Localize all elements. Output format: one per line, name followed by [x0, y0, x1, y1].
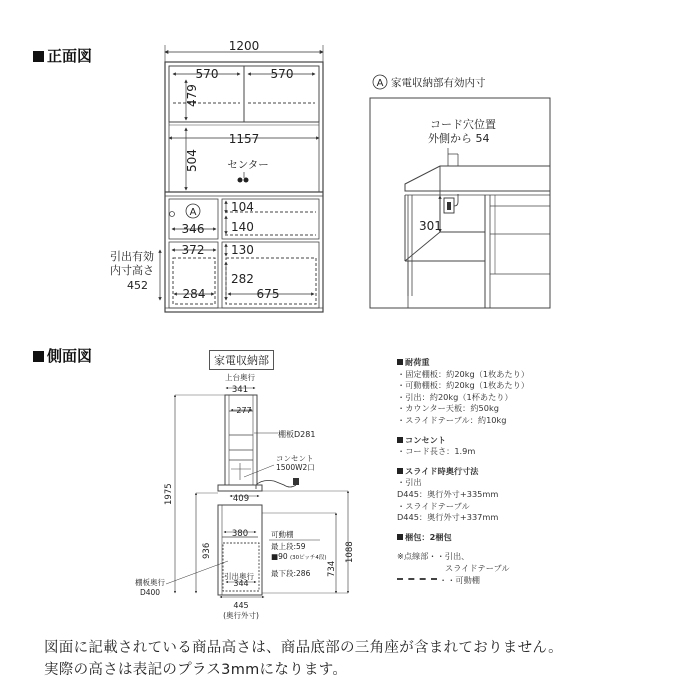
slide-heading: スライド時奥行寸法 — [397, 466, 529, 478]
dim-upper-right: 570 — [270, 67, 294, 81]
drawer-label-1: 引出有効 — [110, 250, 154, 263]
detail-a-drawing — [360, 66, 555, 316]
note-line-1: 図面に記載されている商品高さは、商品底部の三角座が含まれておりません。 — [44, 640, 563, 656]
note-line-2: 実際の高さは表記のプラス3mmになります。 — [44, 662, 348, 678]
dim-width-total: 1200 — [228, 39, 260, 53]
dim-277: 277 — [236, 406, 252, 415]
load-heading: 耐荷重 — [397, 357, 529, 369]
dim-mid-height: 504 — [185, 149, 199, 172]
dim-upper-height: 479 — [185, 84, 199, 107]
dim-734: 734 — [327, 560, 337, 577]
outlet-label-1: コンセント — [276, 454, 314, 463]
square-bullet-icon — [33, 351, 44, 362]
drawer-depth-label: 引出奥行 — [224, 572, 254, 581]
legend-line-3: ・・可動棚 — [397, 575, 529, 587]
load-item: ・固定棚板：約20kg（1枚あたり） — [397, 368, 530, 379]
outlet-label-2: 1500W2口 — [276, 463, 315, 472]
marker-a: A — [189, 207, 197, 218]
pack-heading: 梱包：2梱包 — [397, 532, 529, 544]
bottom-step-label: 最下段:286 — [271, 569, 311, 578]
dim-1975: 1975 — [164, 483, 174, 505]
dim-346: 346 — [181, 222, 205, 236]
dim-104: 104 — [231, 200, 254, 214]
dim-1088: 1088 — [345, 541, 355, 563]
load-item: ・カウンター天板：約50kg — [397, 403, 499, 414]
front-view-title: 正面図 — [33, 45, 92, 66]
dim-140: 140 — [231, 220, 254, 234]
load-item: ・スライドテーブル：約10kg — [397, 414, 507, 425]
outlet-heading: コンセント — [397, 435, 529, 447]
front-view-drawing — [0, 0, 700, 340]
cord-label-2: 外側から 54 — [428, 132, 490, 145]
dim-mid-width: 1157 — [228, 132, 260, 146]
dim-282: 282 — [231, 272, 254, 286]
slide-item: D445：奥行外寸+337mm — [397, 512, 499, 523]
top-depth-label: 上台奥行 — [225, 373, 255, 382]
side-box-title: 家電収納部 — [209, 350, 274, 370]
cord-label-1: コード穴位置 — [430, 118, 496, 131]
side-view-drawing — [0, 365, 390, 625]
top-step-label: 最上段:59 — [271, 542, 306, 551]
dim-upper-left: 570 — [195, 67, 219, 81]
dim-301: 301 — [419, 219, 442, 233]
pitch-label: ■90 — [271, 552, 288, 561]
dim-130: 130 — [231, 243, 254, 257]
dim-445: 445 — [233, 601, 249, 610]
dim-344: 344 — [233, 579, 249, 588]
outlet-cord: ・コード長さ：1.9m — [397, 446, 476, 457]
outer-depth-label: (奥行外寸) — [223, 611, 259, 620]
drawer-label-3: 452 — [127, 279, 148, 292]
slide-item: D445：奥行外寸+335mm — [397, 488, 499, 499]
detail-title: 家電収納部有効内寸 — [391, 77, 486, 89]
dim-372: 372 — [181, 243, 205, 257]
dim-409: 409 — [232, 494, 250, 504]
pitch-note: (30ピッチ4段) — [290, 555, 327, 561]
board-depth-value: D400 — [139, 588, 161, 597]
shelf-board-label: 棚板D281 — [278, 430, 316, 439]
load-item: ・可動棚板：約20kg（1枚あたり） — [397, 380, 530, 391]
legend-line-1: ※点線部・・引出、 — [397, 551, 470, 562]
center-label: センター — [227, 159, 269, 171]
dim-284: 284 — [182, 287, 206, 301]
dim-936: 936 — [202, 542, 212, 559]
slide-item: ・引出 — [397, 477, 422, 488]
dim-380: 380 — [231, 529, 249, 539]
legend-line-2: スライドテーブル — [445, 562, 510, 573]
side-view-title: 側面図 — [33, 345, 92, 366]
dim-341: 341 — [231, 385, 249, 395]
load-item: ・引出：約20kg（1杯あたり） — [397, 391, 513, 402]
spec-list — [397, 357, 529, 586]
detail-marker: A — [376, 78, 384, 89]
slide-item: ・スライドテーブル — [397, 500, 470, 511]
board-depth-label: 棚板奥行 — [135, 578, 165, 587]
dim-675: 675 — [256, 287, 280, 301]
movable-label: 可動棚 — [271, 530, 294, 539]
drawer-label-2: 内寸高さ — [110, 264, 154, 277]
